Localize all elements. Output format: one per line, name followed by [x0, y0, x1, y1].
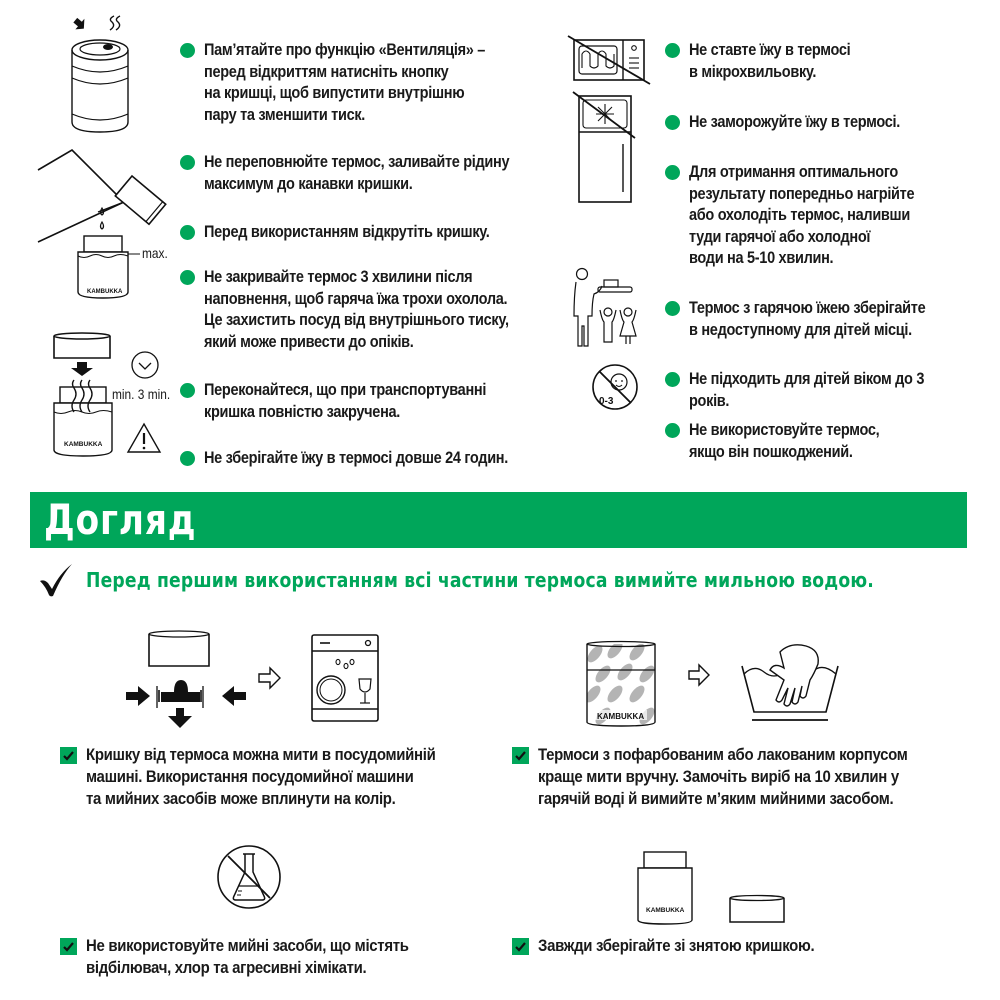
- green-dot-icon: [180, 270, 195, 285]
- check-box-icon: [512, 747, 529, 764]
- bullet-damaged-thermos: [665, 420, 905, 463]
- brand-label: KAMBUKKA: [87, 289, 123, 295]
- check-box-icon: [512, 938, 529, 955]
- care-item-hand-wash: [512, 744, 958, 810]
- age-range-label: 0-3: [599, 396, 614, 407]
- green-dot-icon: [180, 383, 195, 398]
- thermos-without-lid-illustration: [636, 850, 786, 926]
- bullet-keep-from-children: [665, 298, 958, 341]
- bullet-no-microwave: [665, 40, 872, 83]
- care-section-title: Догляд: [44, 495, 197, 544]
- bullet-text: Перед використанням відкрутіть кришку.: [204, 223, 490, 241]
- care-item-store-open: [512, 935, 852, 957]
- brand-label: KAMBUKKA: [64, 441, 103, 448]
- bullet-preheat-precool: [665, 162, 945, 270]
- warning-icon: [126, 422, 162, 454]
- care-item-text: Термоси з пофарбованим або лакованим корпусом краще мити вручну. Замочіть виріб на 10 хвилин у гарячій воді й вимийте м’яким мийними засобом.: [538, 745, 908, 808]
- green-dot-icon: [180, 451, 195, 466]
- bullet-no-freezing: [665, 112, 929, 134]
- bullet-text: Не ставте їжу в термосі в мікрохвильовку.: [689, 41, 851, 81]
- care-item-text: Не використовуйте мийні засоби, що містять відбілювач, хлор та агресивні хімікати.: [86, 936, 409, 977]
- pour-to-max-illustration: [38, 150, 188, 300]
- bullet-text: Не зберігайте їжу в термосі довше 24 годин.: [204, 449, 508, 467]
- care-item-text: Завжди зберігайте зі знятою кришкою.: [538, 936, 815, 955]
- care-item-dishwasher-lid: [60, 744, 483, 810]
- brand-label: KAMBUKKA: [597, 712, 645, 721]
- not-for-under-3-icon: [590, 362, 640, 412]
- bullet-text: Переконайтеся, що при транспортуванні кришка повністю закручена.: [204, 381, 487, 421]
- no-harsh-chemicals-icon: [216, 844, 282, 910]
- checkmark-icon: [38, 563, 74, 597]
- hand-wash-icon: [740, 642, 840, 722]
- bullet-text: Не переповнюйте термос, заливайте рідину максимум до канавки кришки.: [204, 153, 510, 193]
- green-dot-icon: [665, 423, 680, 438]
- bullet-age-restriction: [665, 369, 1000, 412]
- vent-button-thermos-illustration: [70, 14, 130, 139]
- green-dot-icon: [665, 301, 680, 316]
- care-item-no-bleach: [60, 935, 453, 979]
- green-dot-icon: [665, 165, 680, 180]
- bullet-unscrew-lid: [180, 222, 528, 244]
- care-item-text: Кришку від термоса можна мити в посудомийній машині. Використання посудомийної машини та мийних засобів може вплинути на колір.: [86, 745, 436, 808]
- no-microwave-icon: [568, 36, 660, 86]
- bullet-text: Не використовуйте термос, якщо він пошкоджений.: [689, 421, 880, 461]
- bullet-vent-function: [180, 40, 523, 126]
- check-box-icon: [60, 747, 77, 764]
- bullet-text: Термос з гарячою їжею зберігайте в недоступному для дітей місці.: [689, 299, 926, 339]
- green-dot-icon: [180, 43, 195, 58]
- arrow-right-icon: [258, 667, 282, 689]
- patterned-thermos-illustration: [585, 640, 657, 728]
- lid-disassembly-illustration: [126, 630, 246, 734]
- care-intro: [38, 563, 1000, 597]
- green-dot-icon: [665, 372, 680, 387]
- no-freezer-icon: [573, 92, 643, 206]
- green-dot-icon: [665, 115, 680, 130]
- dishwasher-icon: [310, 633, 380, 723]
- bullet-text: Пам’ятайте про функцію «Вентиляція» – перед відкриттям натисніть кнопку на кришці, щоб випустити внутрішню пару та зменшити тиск.: [204, 41, 486, 124]
- green-dot-icon: [665, 43, 680, 58]
- arrow-right-icon: [688, 664, 710, 686]
- bullet-transport-closed: [180, 380, 525, 423]
- brand-label: KAMBUKKA: [646, 907, 685, 914]
- green-dot-icon: [180, 155, 195, 170]
- check-box-icon: [60, 938, 77, 955]
- bullet-text: Для отримання оптимального результату попередньо нагрійте або охолодіть термос, наливши туди гарячої або холодної води на 5-10 хвилин.: [689, 163, 915, 267]
- bullet-text: Не закривайте термос 3 хвилини після наповнення, щоб гаряча їжа трохи охолола. Це захистить посуд від внутрішнього тиску, який може привести до опіків.: [204, 268, 509, 351]
- max-label: max.: [142, 245, 168, 261]
- bullet-text: Не заморожуйте їжу в термосі.: [689, 113, 900, 131]
- min-time-label: min. 3 min.: [112, 386, 171, 402]
- timer-icon: [130, 350, 160, 380]
- bullet-max-24-hours: [180, 448, 549, 470]
- bullet-do-not-overfill: [180, 152, 551, 195]
- bullet-text: Не підходить для дітей віком до 3 років.: [689, 370, 925, 410]
- child-safety-illustration: [572, 268, 652, 350]
- green-dot-icon: [180, 225, 195, 240]
- bullet-wait-3-minutes: [180, 267, 550, 353]
- care-section-banner: [30, 492, 967, 548]
- care-intro-text: Перед першим використанням всі частини термоса вимийте мильною водою.: [86, 568, 874, 592]
